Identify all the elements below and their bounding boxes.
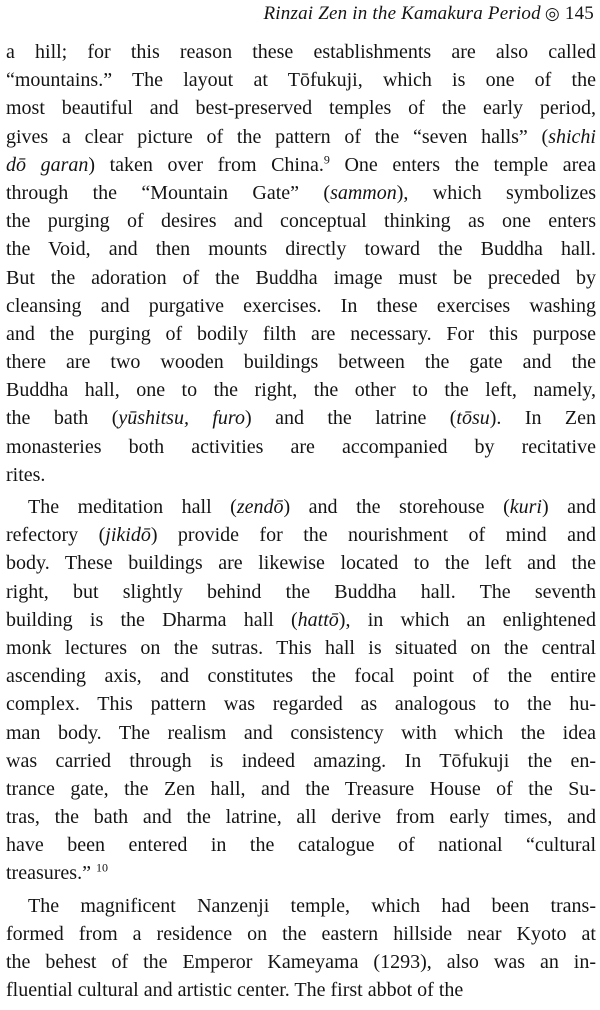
text-line [6, 66, 596, 94]
italic-term: hattō [297, 608, 339, 631]
text-run: body. These buildings are likewise located to the left and the [6, 552, 596, 575]
text-line [6, 948, 596, 976]
text-line [6, 719, 596, 747]
text-line [6, 690, 596, 718]
text-line [6, 376, 596, 404]
text-line [6, 662, 596, 690]
text-run: gives a clear picture of the pattern of the “seven halls” ( [6, 125, 549, 148]
text-run: fluential cultural and artistic center. The first abbot of the [6, 979, 464, 1002]
text-run: ascending axis, and constitutes the focal point of the entire [6, 665, 596, 688]
text-run: the behest of the Emperor Kameyama (1293), also was an in- [6, 951, 596, 973]
text-run: ) and [541, 496, 597, 518]
text-run: and the purging of bodily filth are necessary. For this purpose [6, 322, 596, 345]
text-line [6, 348, 596, 376]
paragraph [6, 493, 596, 888]
text-line [6, 976, 596, 1004]
text-run: monk lectures on the sutras. This hall is situated on the central [6, 636, 596, 659]
italic-term: sammon [330, 181, 397, 204]
ornament-icon: ◎ [544, 4, 560, 23]
text-line [6, 747, 596, 775]
text-line [6, 179, 596, 207]
paragraph [6, 892, 596, 1005]
running-title: Rinzai Zen in the Kamakura Period [263, 3, 541, 24]
italic-term: kuri [509, 496, 542, 518]
text-run: through the “Mountain Gate” ( [6, 181, 331, 204]
text-run: have been entered in the catalogue of national “cultural [6, 834, 596, 857]
text-run: was carried through is indeed amazing. In Tōfukuji the en- [6, 749, 596, 772]
text-run: there are two wooden buildings between the gate and the [6, 351, 596, 374]
text-run: trance gate, the Zen hall, and the Treasure House of the Su- [6, 777, 596, 800]
text-run: Buddha hall, one to the right, the other to the left, namely, [6, 379, 596, 402]
text-run: man body. The realism and consistency with which the idea [6, 721, 596, 744]
text-run: ), in which an enlightened [338, 608, 596, 631]
text-line [6, 578, 596, 606]
footnote-ref: 9 [323, 152, 330, 167]
running-head [264, 3, 595, 25]
text-run: right, but slightly behind the Buddha hall. The seventh [6, 580, 596, 603]
text-line [6, 521, 596, 549]
text-line [6, 151, 596, 179]
italic-term: shichi [548, 125, 596, 148]
text-run: ). In Zen [489, 407, 597, 430]
text-line [6, 123, 596, 151]
text-line [6, 549, 596, 577]
italic-term: tōsu [456, 407, 490, 430]
text-line [6, 292, 596, 320]
text-run: The magnificent Nanzenji temple, which had been trans- [28, 894, 596, 917]
text-line [6, 920, 596, 948]
italic-term: dō garan [6, 153, 89, 176]
text-line [6, 264, 596, 292]
text-run: the purging of desires and conceptual thinking as one enters [6, 210, 596, 233]
text-run: cleansing and purgative exercises. In these exercises washing [6, 294, 596, 317]
text-run: ), which symbolizes [396, 181, 596, 204]
text-line [6, 892, 596, 920]
text-line [6, 94, 596, 122]
italic-term: jikidō [105, 524, 151, 547]
text-run: most beautiful and best-preserved temples of the early period, [6, 97, 596, 120]
text-line [6, 634, 596, 662]
text-line [6, 235, 596, 263]
text-run: refectory ( [6, 524, 106, 547]
italic-term: zendō [236, 496, 284, 518]
text-line [6, 803, 596, 831]
text-run: a hill; for this reason these establishments are also called [6, 41, 596, 63]
text-run: tras, the bath and the latrine, all derive from early times, and [6, 806, 596, 829]
text-run: ) provide for the nourishment of mind and [150, 524, 596, 547]
text-line [6, 606, 596, 634]
text-run: “mountains.” The layout at Tōfukuji, which is one of the [6, 69, 596, 92]
text-line [6, 320, 596, 348]
text-line [6, 461, 596, 489]
text-run: ) and the latrine ( [244, 407, 457, 430]
text-run: monasteries both activities are accompanied by recitative [6, 435, 596, 458]
text-run: rites. [6, 463, 46, 486]
paragraph [6, 38, 596, 489]
text-run: The meditation hall ( [28, 496, 237, 518]
text-run: formed from a residence on the eastern hillside near Kyoto at [6, 922, 596, 945]
text-run: treasures.” [6, 862, 96, 885]
text-line [6, 404, 596, 432]
text-run: building is the Dharma hall ( [6, 608, 298, 631]
text-line [6, 775, 596, 803]
text-line [6, 859, 596, 887]
text-run: ) and the storehouse ( [283, 496, 510, 518]
text-run: But the adoration of the Buddha image must be preceded by [6, 266, 596, 289]
text-run: One enters the temple area [329, 153, 596, 176]
italic-term: yūshitsu, furo [118, 407, 245, 430]
text-line [6, 38, 596, 66]
text-line [6, 493, 596, 521]
text-line [6, 207, 596, 235]
footnote-ref: 10 [95, 860, 108, 875]
text-line [6, 831, 596, 859]
text-run: the Void, and then mounts directly toward the Buddha hall. [6, 238, 596, 261]
text-run: complex. This pattern was regarded as analogous to the hu- [6, 693, 596, 716]
text-line [6, 433, 596, 461]
text-run: ) taken over from China. [88, 153, 324, 176]
body-text [6, 38, 596, 1004]
page-number: 145 [564, 3, 594, 24]
text-run: the bath ( [6, 407, 119, 430]
